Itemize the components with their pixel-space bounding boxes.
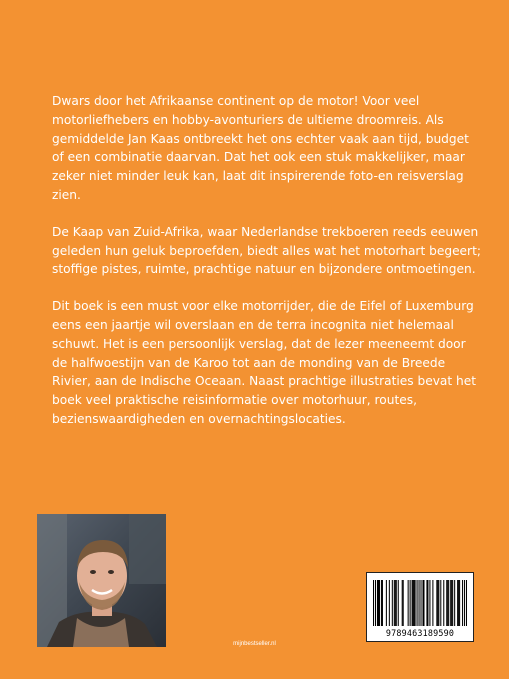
barcode-bar bbox=[373, 580, 374, 626]
barcode-bar bbox=[414, 580, 415, 626]
barcode-bar bbox=[466, 580, 467, 626]
publisher-name: mijnbestseller.nl bbox=[233, 641, 276, 647]
barcode-bar bbox=[381, 580, 382, 626]
barcode-bar bbox=[408, 580, 409, 626]
barcode-bar bbox=[410, 580, 411, 626]
barcode-bar bbox=[378, 580, 379, 626]
barcode-bar bbox=[451, 580, 452, 626]
isbn-barcode bbox=[366, 572, 474, 642]
barcode-bar bbox=[395, 580, 396, 626]
barcode-bar bbox=[432, 580, 433, 626]
barcode-bar bbox=[398, 580, 399, 626]
barcode-bar bbox=[454, 580, 455, 626]
barcode-bar bbox=[419, 580, 420, 626]
barcode-bar bbox=[412, 580, 413, 626]
barcode-bar bbox=[436, 580, 437, 626]
barcode-bar bbox=[464, 580, 465, 626]
barcode-bar bbox=[392, 580, 393, 626]
barcode-bar bbox=[452, 580, 453, 626]
barcode-bar bbox=[386, 580, 387, 626]
barcode-bar bbox=[423, 580, 424, 626]
barcode-bar bbox=[403, 580, 404, 626]
barcode-bar bbox=[394, 580, 395, 626]
barcode-bar bbox=[438, 580, 439, 626]
author-photo bbox=[37, 514, 166, 647]
blurb-paragraph-2: De Kaap van Zuid-Afrika, waar Nederlandse trekboeren reeds eeuwen geleden hun geluk beproefden, biedt alles wat het motorhart begeert; stoffige pistes, ruimte, prachtige natuur en bijzondere ontmoetingen. bbox=[52, 224, 481, 277]
barcode-bar bbox=[458, 580, 459, 626]
barcode-bar bbox=[448, 580, 449, 626]
blurb-paragraph-1: Dwars door het Afrikaanse continent op de motor! Voor veel motorliefhebers en hobby-avonturiers de ultieme droomreis. Als gemiddelde Jan Kaas ontbreekt het ons echter vaak aan tijd, budget of een combinatie daarvan. Dat het ook een stuk makkelijker, maar zeker niet minder leuk kan, laat dit inspirerende foto-en reisverslag zien. bbox=[52, 94, 469, 202]
barcode-bar bbox=[427, 580, 428, 626]
barcode-bar bbox=[446, 580, 447, 626]
barcode-bar bbox=[437, 580, 438, 626]
barcode-bar bbox=[462, 580, 463, 626]
barcode-bar bbox=[402, 580, 403, 626]
barcode-bar bbox=[375, 580, 376, 626]
barcode-bar bbox=[443, 580, 444, 626]
barcode-bar bbox=[379, 580, 380, 626]
barcode-bar bbox=[382, 580, 383, 626]
barcode-bar bbox=[422, 580, 423, 626]
barcode-bar bbox=[396, 580, 397, 626]
barcode-bar bbox=[389, 580, 390, 626]
barcode-bar bbox=[459, 580, 460, 626]
barcode-bar bbox=[415, 580, 416, 626]
back-cover-blurb bbox=[52, 92, 482, 447]
barcode-bar bbox=[426, 580, 427, 626]
barcode-bar bbox=[447, 580, 448, 626]
barcode-bar bbox=[429, 580, 430, 626]
barcode-bar bbox=[450, 580, 451, 626]
barcode-bar bbox=[457, 580, 458, 626]
barcode-bar bbox=[440, 580, 441, 626]
barcode-bar bbox=[417, 580, 418, 626]
isbn-number: 9789463189590 bbox=[385, 628, 455, 638]
blurb-paragraph-3: Dit boek is een must voor elke motorrijder, die de Eifel of Luxemburg eens een jaartje wil overslaan en de terra incognita niet helemaal schuwt. Het is een persoonlijk verslag, dat de lezer meeneemt door de halfwoestijn van de Karoo tot aan de monding van de Breede Rivier, aan de Indische Oceaan. Naast prachtige illustraties bevat het boek veel praktische reisinformatie over motorhuur, routes, bezienswaardigheden en overnachtingslocaties. bbox=[52, 299, 477, 426]
barcode-bar bbox=[413, 580, 414, 626]
barcode-bar bbox=[377, 580, 378, 626]
barcode-bars bbox=[373, 580, 467, 626]
barcode-bar bbox=[420, 580, 421, 626]
